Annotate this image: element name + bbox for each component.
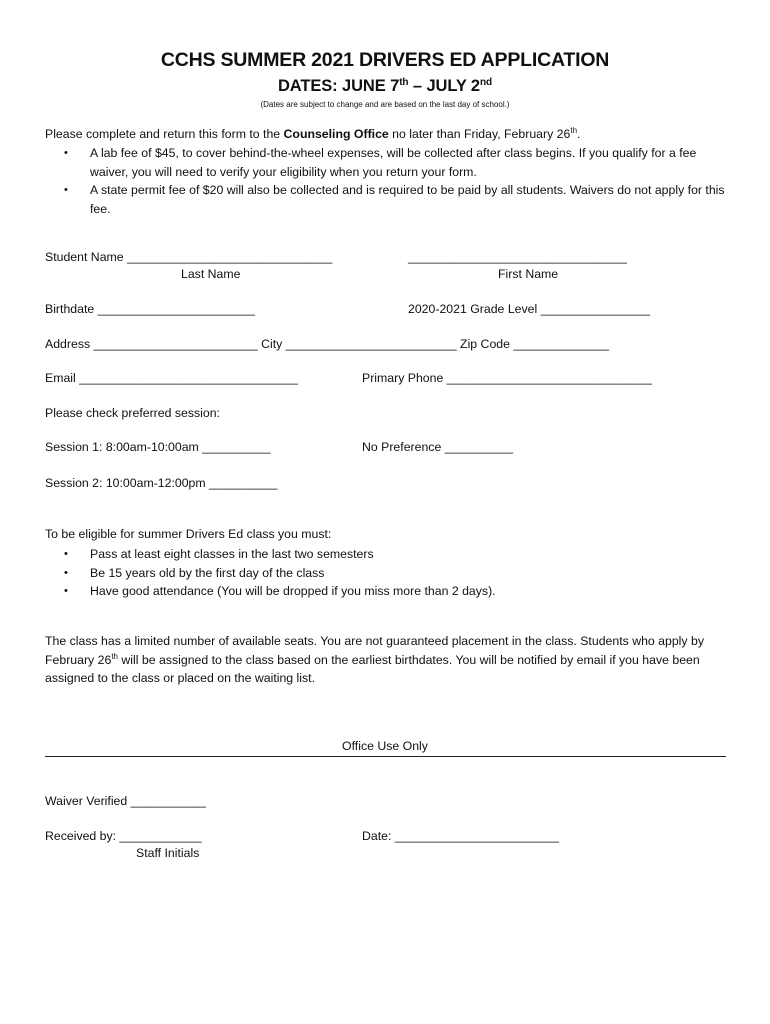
fee-bullet-1: A lab fee of $45, to cover behind-the-wheel expenses, will be collected after class begins. If you qualify for a fee waiver, you will need to verify your eligibility when you return your form.: [90, 146, 697, 179]
list-item: [45, 545, 725, 564]
birthdate-field[interactable]: Birthdate _______________________: [45, 302, 255, 316]
intro-after: no later than Friday, February 26: [388, 127, 571, 141]
session-prompt: Please check preferred session:: [45, 406, 220, 420]
dates-superscript-2: nd: [480, 77, 493, 88]
staff-initials-label: Staff Initials: [136, 846, 200, 860]
phone-field[interactable]: Primary Phone ______________________________: [362, 371, 652, 385]
eligibility-item-2: Be 15 years old by the first day of the class: [90, 565, 325, 580]
placement-part2: will be assigned to the class based on the earliest birthdates. You will be notified by email if you have been assigned to the class or placed on the waiting list.: [45, 652, 700, 685]
student-name-field[interactable]: Student Name ______________________________: [45, 250, 333, 264]
placement-superscript: th: [111, 651, 118, 661]
dates-prefix: DATES: JUNE 7: [277, 77, 400, 95]
dates-heading: [0, 77, 770, 97]
placement-paragraph: [45, 632, 725, 688]
list-item: [45, 144, 725, 181]
last-name-label: Last Name: [181, 267, 241, 281]
dates-mid: – JULY 2: [408, 77, 481, 95]
session1-field[interactable]: Session 1: 8:00am-10:00am __________: [45, 440, 271, 454]
placement-part1: The class has a limited number of available seats. You are not guaranteed placement in the class. Students who apply by February 26: [45, 634, 704, 667]
fee-bullet-2: A state permit fee of $20 will also be collected and is required to be paid by all students. Waivers do not apply for this fee.: [90, 183, 725, 216]
intro-end: .: [577, 127, 581, 141]
eligibility-item-1: Pass at least eight classes in the last two semesters: [90, 547, 374, 561]
divider: [45, 756, 726, 757]
no-preference-field[interactable]: No Preference __________: [362, 440, 514, 454]
eligibility-list: [45, 545, 725, 601]
intro-before: Please complete and return this form to the: [45, 127, 284, 141]
date-field[interactable]: Date: ________________________: [362, 829, 559, 843]
list-item: [45, 564, 725, 583]
bullet-icon: •: [64, 585, 68, 597]
list-item: [45, 181, 725, 218]
dates-superscript-1: th: [399, 77, 409, 88]
email-field[interactable]: Email ________________________________: [45, 371, 299, 385]
bullet-icon: •: [64, 548, 68, 560]
grade-level-field[interactable]: 2020-2021 Grade Level ________________: [408, 302, 651, 316]
received-by-field[interactable]: Received by: ____________: [45, 829, 202, 843]
eligibility-heading: To be eligible for summer Drivers Ed class you must:: [45, 527, 332, 541]
eligibility-item-3: Have good attendance (You will be dropped if you miss more than 2 days).: [90, 584, 496, 598]
intro-paragraph: [45, 125, 725, 144]
first-name-field[interactable]: ________________________________: [408, 250, 627, 264]
bullet-icon: •: [64, 566, 68, 579]
intro-bold: Counseling Office: [283, 127, 389, 141]
bullet-icon: •: [64, 184, 68, 196]
office-use-heading: Office Use Only: [342, 739, 428, 753]
address-field[interactable]: Address ________________________ City _________________________ Zip Code ______________: [45, 337, 610, 351]
first-name-label: First Name: [498, 267, 559, 281]
intro-superscript: th: [570, 126, 578, 135]
dates-note: (Dates are subject to change and are based on the last day of school.): [260, 100, 510, 109]
session2-field[interactable]: Session 2: 10:00am-12:00pm __________: [45, 476, 278, 490]
bullet-icon: •: [64, 147, 68, 159]
waiver-verified-field[interactable]: Waiver Verified ___________: [45, 794, 206, 808]
fee-list: [45, 144, 725, 218]
list-item: [45, 582, 725, 601]
page-title: CCHS SUMMER 2021 DRIVERS ED APPLICATION: [160, 49, 610, 71]
